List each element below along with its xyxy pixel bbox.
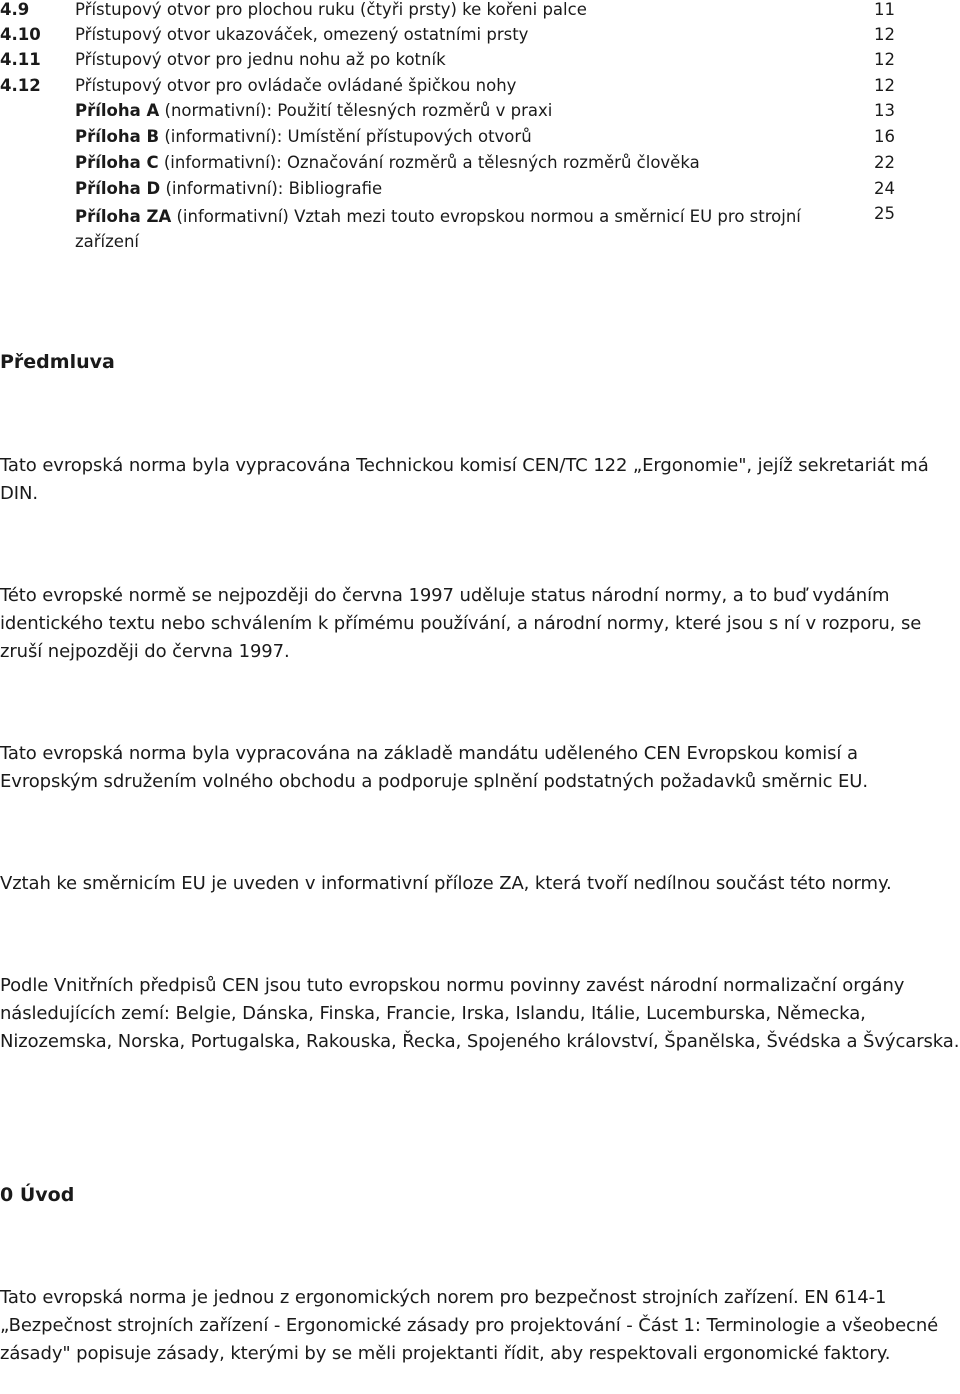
toc-entry-number: 4.11 <box>0 50 41 69</box>
intro-paragraph: Tato evropská norma je jednou z ergonomických norem pro bezpečnost strojních zařízení. EN 614-1 „Bezpečnost strojních zařízení - Ergonomické zásady pro projektování - Část 1: Terminologie a všeobecné zásady" popisuje zásady, kterými by se měli projektanti řídit, aby respektovali ergonomické faktory. <box>0 1287 939 1364</box>
annex-label: Příloha C <box>75 153 159 172</box>
toc-entry-page: 12 <box>874 50 895 69</box>
foreword-paragraph: Tato evropská norma byla vypracována na základě mandátu uděleného CEN Evropskou komisí a Evropským sdružením volného obchodu a podporuje splnění podstatných požadavků směrnic EU. <box>0 743 868 792</box>
annex-label: Příloha A <box>75 101 160 120</box>
foreword-paragraph: Tato evropská norma byla vypracována Technickou komisí CEN/TC 122 „Ergonomie", jejíž sekretariát má DIN. <box>0 455 929 504</box>
foreword-paragraph: Této evropské normě se nejpozději do června 1997 uděluje status národní normy, a to buď vydáním identického textu nebo schválením k přímému používání, a národní normy, které jsou s ní v rozporu, se zruší nejpozději do června 1997. <box>0 585 922 662</box>
toc-entry-title: Přístupový otvor pro plochou ruku (čtyři prsty) ke kořeni palce <box>75 0 587 19</box>
toc-entry[interactable] <box>0 0 960 26</box>
annex-title: (normativní): Použití tělesných rozměrů v praxi <box>164 101 553 120</box>
toc-entry-page: 13 <box>874 101 895 120</box>
toc-entry-title <box>75 153 845 172</box>
annex-label: Příloha D <box>75 179 161 198</box>
toc-entry-title: Přístupový otvor pro ovládače ovládané špičkou nohy <box>75 76 517 95</box>
toc-entry-title <box>75 101 845 120</box>
foreword-paragraph: Podle Vnitřních předpisů CEN jsou tuto evropskou normu povinny zavést národní normalizační orgány následujících zemí: Belgie, Dánska, Finska, Francie, Irska, Islandu, Itálie, Lucemburska, Německa, Nizozemska, Norska, Portugalska, Rakouska, Řecka, Spojeného království, Španělska, Švédska a Švýcarska. <box>0 975 960 1052</box>
toc-entry-title: Přístupový otvor ukazováček, omezený ostatními prsty <box>75 25 529 44</box>
toc-entry-number: 4.10 <box>0 25 41 44</box>
annex-title: (informativní): Označování rozměrů a tělesných rozměrů člověka <box>163 153 700 172</box>
annex-title: (informativní): Umístění přístupových otvorů <box>164 127 532 146</box>
toc-entry-title <box>75 204 845 254</box>
annex-title: (informativní) Vztah mezi touto evropskou normou a směrnicí EU pro strojní zařízení <box>75 207 801 251</box>
toc-entry-number: 4.12 <box>0 76 41 95</box>
toc-entry[interactable] <box>0 76 960 102</box>
toc-entry[interactable] <box>0 25 960 51</box>
toc-entry[interactable] <box>0 127 960 153</box>
toc-entry-title: Přístupový otvor pro jednu nohu až po kotník <box>75 50 446 69</box>
toc-entry-page: 16 <box>874 127 895 146</box>
toc-entry-page: 12 <box>874 76 895 95</box>
toc-entry-page: 25 <box>874 204 895 223</box>
toc-entry-page: 22 <box>874 153 895 172</box>
toc-entry[interactable] <box>0 101 960 127</box>
annex-label: Příloha ZA <box>75 207 172 226</box>
toc-entry-number: 4.9 <box>0 0 30 19</box>
toc-entry[interactable] <box>0 153 960 179</box>
toc-entry-title <box>75 179 845 198</box>
toc-entry[interactable] <box>0 50 960 76</box>
annex-title: (informativní): Bibliografie <box>165 179 383 198</box>
toc-entry-page: 24 <box>874 179 895 198</box>
toc-entry-title <box>75 127 845 146</box>
toc-entry[interactable] <box>0 179 960 205</box>
toc-entry[interactable] <box>0 204 960 256</box>
toc-entry-page: 12 <box>874 25 895 44</box>
intro-heading: 0 Úvod <box>0 1184 75 1206</box>
annex-label: Příloha B <box>75 127 160 146</box>
toc-entry-page: 11 <box>874 0 895 19</box>
foreword-heading: Předmluva <box>0 351 115 373</box>
foreword-paragraph: Vztah ke směrnicím EU je uveden v informativní příloze ZA, která tvoří nedílnou součást této normy. <box>0 873 892 894</box>
